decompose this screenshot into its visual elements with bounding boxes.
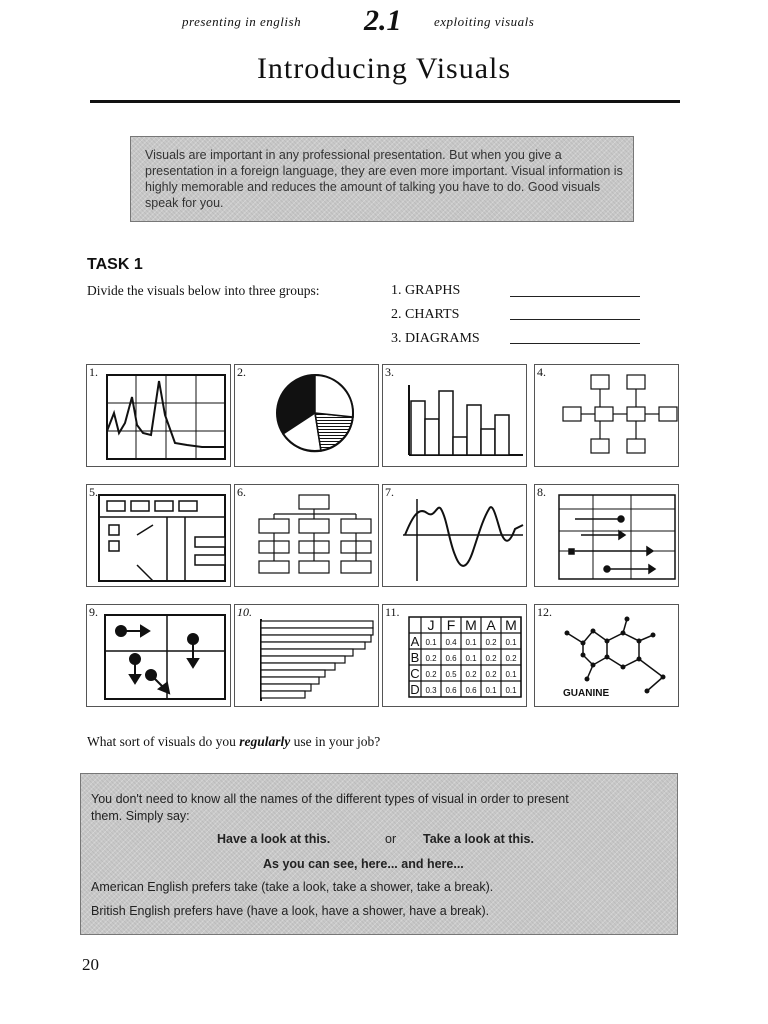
header-unit-number: 2.1 bbox=[364, 4, 402, 37]
tip-american: American English prefers take (take a look, take a shower, take a break). bbox=[91, 880, 494, 894]
table-value-cell: 0.2 bbox=[485, 654, 497, 663]
visual-panel-5 bbox=[86, 484, 231, 587]
schedule-chart-visual bbox=[535, 485, 680, 588]
question-start: What sort of visuals do you bbox=[87, 734, 240, 749]
symbol-diagram-visual bbox=[87, 605, 232, 708]
table-value-cell: 0.1 bbox=[505, 686, 517, 695]
table-row-label: D bbox=[410, 682, 420, 697]
group-charts-answer-line[interactable] bbox=[510, 319, 640, 320]
panel-number: 8. bbox=[537, 485, 546, 499]
group-diagrams-label: 3. DIAGRAMS bbox=[391, 331, 480, 346]
panel-number: 3. bbox=[385, 365, 394, 379]
tip-phrase-2: Take a look at this. bbox=[423, 832, 534, 846]
bar-chart-visual bbox=[383, 365, 528, 468]
visual-panel-4 bbox=[534, 364, 679, 467]
task-heading: TASK 1 bbox=[87, 256, 143, 273]
intro-text: Visuals are important in any professional presentation. But when you give a presentation in a foreign language, they are even more important. Visual information is highly memorable and reduces the amount of talking you have to do. Good visuals speak for you. bbox=[145, 148, 623, 210]
visual-panel-6 bbox=[234, 484, 379, 587]
table-header-cell: A bbox=[486, 617, 496, 633]
table-value-cell: 0.2 bbox=[485, 670, 497, 679]
table-value-cell: 0.6 bbox=[445, 686, 457, 695]
visual-panel-7 bbox=[382, 484, 527, 587]
tip-phrase-3: As you can see, here... and here... bbox=[263, 857, 464, 871]
table-row-label: C bbox=[410, 666, 420, 681]
question-text bbox=[87, 734, 380, 750]
panel-number: 11. bbox=[385, 605, 400, 619]
intro-box bbox=[130, 136, 634, 222]
organisation-chart-visual bbox=[235, 485, 380, 588]
pie-chart-visual bbox=[235, 365, 380, 468]
tip-line-2: them. Simply say: bbox=[91, 809, 190, 823]
table-value-cell: 0.2 bbox=[425, 654, 437, 663]
table-value-cell: 0.3 bbox=[425, 686, 437, 695]
tip-british: British English prefers have (have a look, have a shower, have a break). bbox=[91, 904, 490, 918]
data-table-visual bbox=[383, 605, 528, 708]
page-title: Introducing Visuals bbox=[256, 52, 512, 85]
floor-plan-visual bbox=[87, 485, 232, 588]
table-value-cell: 0.6 bbox=[445, 654, 457, 663]
table-value-cell: 0.4 bbox=[445, 638, 457, 647]
table-header-cell: F bbox=[446, 617, 456, 633]
horizontal-bar-chart-visual bbox=[235, 605, 380, 708]
group-graphs-answer-line[interactable] bbox=[510, 296, 640, 297]
visual-panel-2 bbox=[234, 364, 379, 467]
table-value-cell: 0.1 bbox=[465, 654, 477, 663]
title-rule bbox=[90, 100, 680, 103]
table-value-cell: 0.1 bbox=[505, 670, 517, 679]
table-value-cell: 0.1 bbox=[465, 638, 477, 647]
visual-panel-11 bbox=[382, 604, 527, 707]
table-value-cell: 0.2 bbox=[465, 670, 477, 679]
tip-phrase-1: Have a look at this. bbox=[217, 832, 331, 846]
panel-number: 10. bbox=[237, 605, 252, 619]
molecule-diagram-visual bbox=[535, 605, 680, 708]
table-value-cell: 0.2 bbox=[425, 670, 437, 679]
panel-number: 2. bbox=[237, 365, 246, 379]
table-value-cell: 0.2 bbox=[485, 638, 497, 647]
panel-number: 1. bbox=[89, 365, 98, 379]
visual-panel-10 bbox=[234, 604, 379, 707]
group-graphs-label: 1. GRAPHS bbox=[391, 283, 461, 298]
table-value-cell: 0.2 bbox=[505, 654, 517, 663]
page-number: 20 bbox=[82, 955, 99, 974]
visual-panel-12 bbox=[534, 604, 679, 707]
panel-number: 9. bbox=[89, 605, 98, 619]
visual-panel-1 bbox=[86, 364, 231, 467]
visual-panel-9 bbox=[86, 604, 231, 707]
panel-number: 4. bbox=[537, 365, 546, 379]
wave-graph-visual bbox=[383, 485, 528, 588]
header-series-title: presenting in english bbox=[182, 14, 302, 29]
table-value-cell: 0.6 bbox=[465, 686, 477, 695]
line-graph-visual bbox=[87, 365, 232, 468]
tip-line-1: You don't need to know all the names of the different types of visual in order to present bbox=[91, 792, 569, 806]
visual-panel-3 bbox=[382, 364, 527, 467]
panel-number: 12. bbox=[537, 605, 552, 619]
flow-diagram-visual bbox=[535, 365, 680, 468]
panel-number: 7. bbox=[385, 485, 394, 499]
question-emphasis: regularly bbox=[239, 734, 291, 749]
table-value-cell: 0.1 bbox=[425, 638, 437, 647]
group-charts-label: 2. CHARTS bbox=[391, 307, 460, 322]
panel-number: 6. bbox=[237, 485, 246, 499]
molecule-label: GUANINE bbox=[563, 688, 610, 699]
table-value-cell: 0.1 bbox=[505, 638, 517, 647]
panel-number: 5. bbox=[89, 485, 98, 499]
tip-or: or bbox=[385, 832, 397, 846]
group-diagrams-answer-line[interactable] bbox=[510, 343, 640, 344]
table-header-cell: M bbox=[465, 617, 477, 633]
visual-panel-8 bbox=[534, 484, 679, 587]
table-row-label: B bbox=[410, 650, 420, 665]
table-row-label: A bbox=[410, 634, 420, 649]
table-header-cell: M bbox=[505, 617, 517, 633]
table-header-cell: J bbox=[427, 617, 435, 633]
task-instruction: Divide the visuals below into three groups: bbox=[87, 283, 320, 298]
tip-box bbox=[80, 773, 678, 935]
table-value-cell: 0.5 bbox=[445, 670, 457, 679]
table-value-cell: 0.1 bbox=[485, 686, 497, 695]
question-end: use in your job? bbox=[290, 734, 381, 749]
header-section-title: exploiting visuals bbox=[434, 14, 535, 29]
